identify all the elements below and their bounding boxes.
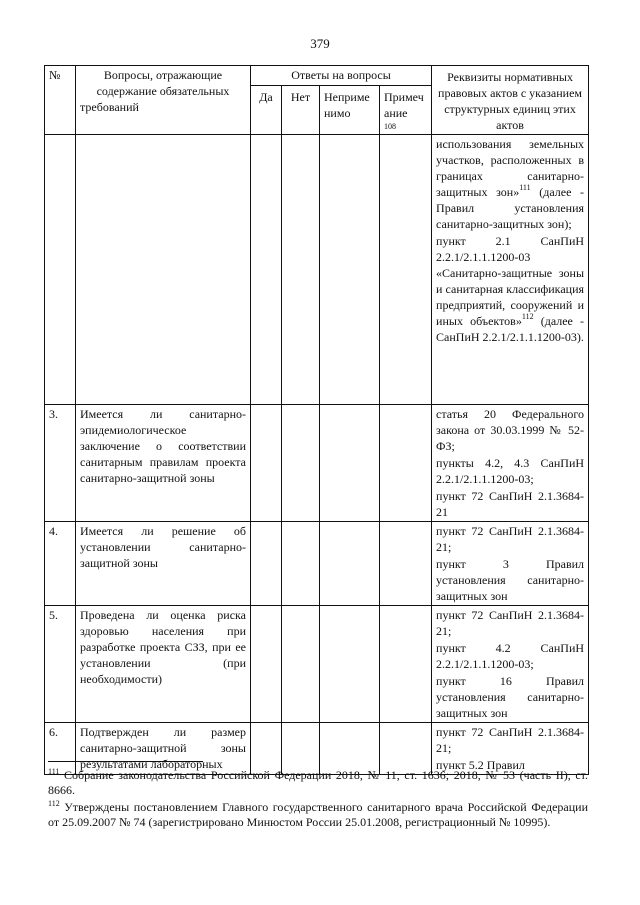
answer-not-applicable-cell[interactable] (320, 405, 380, 522)
header-requisites: Реквизиты нормативных правовых актов с указанием структурных единиц этих актов (432, 66, 589, 135)
footnote-ref: 111 (519, 183, 531, 192)
header-note (380, 85, 432, 134)
checklist-table (44, 65, 589, 775)
row-requisites (432, 405, 589, 522)
requisite-item: использования земельных участков, расположенных в границах санитарно-защитных зон»$^{111}$ (далее - Правил установления санитарно-защитных зон); (436, 137, 585, 231)
answer-yes-cell[interactable] (251, 606, 282, 723)
row-question: Проведена ли оценка риска здоровью населения при разработке проекта СЗЗ, при ее установлении (при необходимости) (76, 606, 251, 723)
footnote-mark: 112 (48, 799, 60, 808)
answer-yes-cell[interactable] (251, 405, 282, 522)
header-not-applicable: Неприменимо (320, 85, 380, 134)
answer-no-cell[interactable] (282, 723, 320, 775)
table-row (45, 405, 589, 522)
row-number (45, 135, 76, 405)
requisite-item: пункт 16 Правил установления санитарно-защитных зон (436, 674, 585, 720)
row-requisites (432, 723, 589, 775)
row-number: 6. (45, 723, 76, 775)
answer-not-applicable-cell[interactable] (320, 723, 380, 775)
row-number: 3. (45, 405, 76, 522)
answer-note-cell[interactable] (380, 522, 432, 606)
answer-note-cell[interactable] (380, 723, 432, 775)
footnote-111 (48, 768, 588, 798)
answer-yes-cell[interactable] (251, 723, 282, 775)
answer-no-cell[interactable] (282, 606, 320, 723)
header-note-label: Примечание (384, 89, 424, 120)
table-row (45, 522, 589, 606)
header-questions: Вопросы, отражающие содержание обязательных требований (76, 66, 251, 135)
requisite-item: пункт 3 Правил установления санитарно-защитных зон (436, 557, 585, 603)
answer-not-applicable-cell[interactable] (320, 606, 380, 723)
requisite-item: пункт 72 СанПиН 2.1.3684-21 (436, 489, 585, 519)
requisite-item: пункт 4.2 СанПиН 2.2.1/2.1.1.1200-03; (436, 641, 585, 671)
answer-note-cell[interactable] (380, 405, 432, 522)
table-row (45, 135, 589, 405)
header-answers: Ответы на вопросы (251, 66, 432, 86)
page-number: 379 (310, 36, 330, 51)
answer-yes-cell[interactable] (251, 135, 282, 405)
row-question: Подтвержден ли размер санитарно-защитной зоны результатами лабораторных (76, 723, 251, 775)
table-header-row (45, 66, 589, 86)
footnote-text: Утверждены постановлением Главного государственного санитарного врача Российской Федерации от 25.09.2007 № 74 (зарегистрировано Минюстом России 25.01.2008, регистрационный № 10995). (48, 800, 588, 829)
row-number: 5. (45, 606, 76, 723)
answer-yes-cell[interactable] (251, 522, 282, 606)
row-requisites (432, 606, 589, 723)
requisite-item: пункт 2.1 СанПиН 2.2.1/2.1.1.1200-03 «Санитарно-защитные зоны и санитарная классификация предприятий, сооружений и иных объектов»$^{112}$ (далее - СанПиН 2.2.1/2.1.1.1200-03). (436, 234, 585, 344)
row-question: Имеется ли решение об установлении санитарно-защитной зоны (76, 522, 251, 606)
requisite-item: пункт 72 СанПиН 2.1.3684-21; (436, 725, 585, 755)
answer-note-cell[interactable] (380, 606, 432, 723)
footnote-separator (48, 761, 203, 762)
footnote-ref: 112 (521, 312, 534, 321)
table-row (45, 723, 589, 775)
row-number: 4. (45, 522, 76, 606)
requisite-item: пункты 4.2, 4.3 СанПиН 2.2.1/2.1.1.1200-03; (436, 456, 585, 486)
answer-no-cell[interactable] (282, 405, 320, 522)
answer-not-applicable-cell[interactable] (320, 522, 380, 606)
table-row (45, 606, 589, 723)
answer-no-cell[interactable] (282, 135, 320, 405)
footnote-112 (48, 800, 588, 830)
row-requisites (432, 522, 589, 606)
header-no: Нет (282, 85, 320, 134)
footnote-mark: 111 (48, 767, 60, 776)
footnotes (48, 768, 588, 832)
row-question (76, 135, 251, 405)
row-requisites (432, 135, 589, 405)
answer-no-cell[interactable] (282, 522, 320, 606)
requisite-item: статья 20 Федерального закона от 30.03.1999 № 52-ФЗ; (436, 407, 585, 453)
requisite-item: пункт 72 СанПиН 2.1.3684-21; (436, 524, 585, 554)
header-num: № (45, 66, 76, 135)
header-note-footnote-mark: 108 (384, 121, 396, 131)
header-yes: Да (251, 85, 282, 134)
requisite-item: пункт 5.2 Правил (436, 758, 525, 772)
requisite-item: пункт 72 СанПиН 2.1.3684-21; (436, 608, 585, 638)
footnote-text: Собрание законодательства Российской Федерации 2018, № 11, ст. 1636; 2018, № 53 (часть II), ст. 8666. (48, 768, 588, 797)
answer-not-applicable-cell[interactable] (320, 135, 380, 405)
answer-note-cell[interactable] (380, 135, 432, 405)
row-question: Имеется ли санитарно-эпидемиологическое заключение о соответствии санитарным правилам проекта санитарно-защитной зоны (76, 405, 251, 522)
